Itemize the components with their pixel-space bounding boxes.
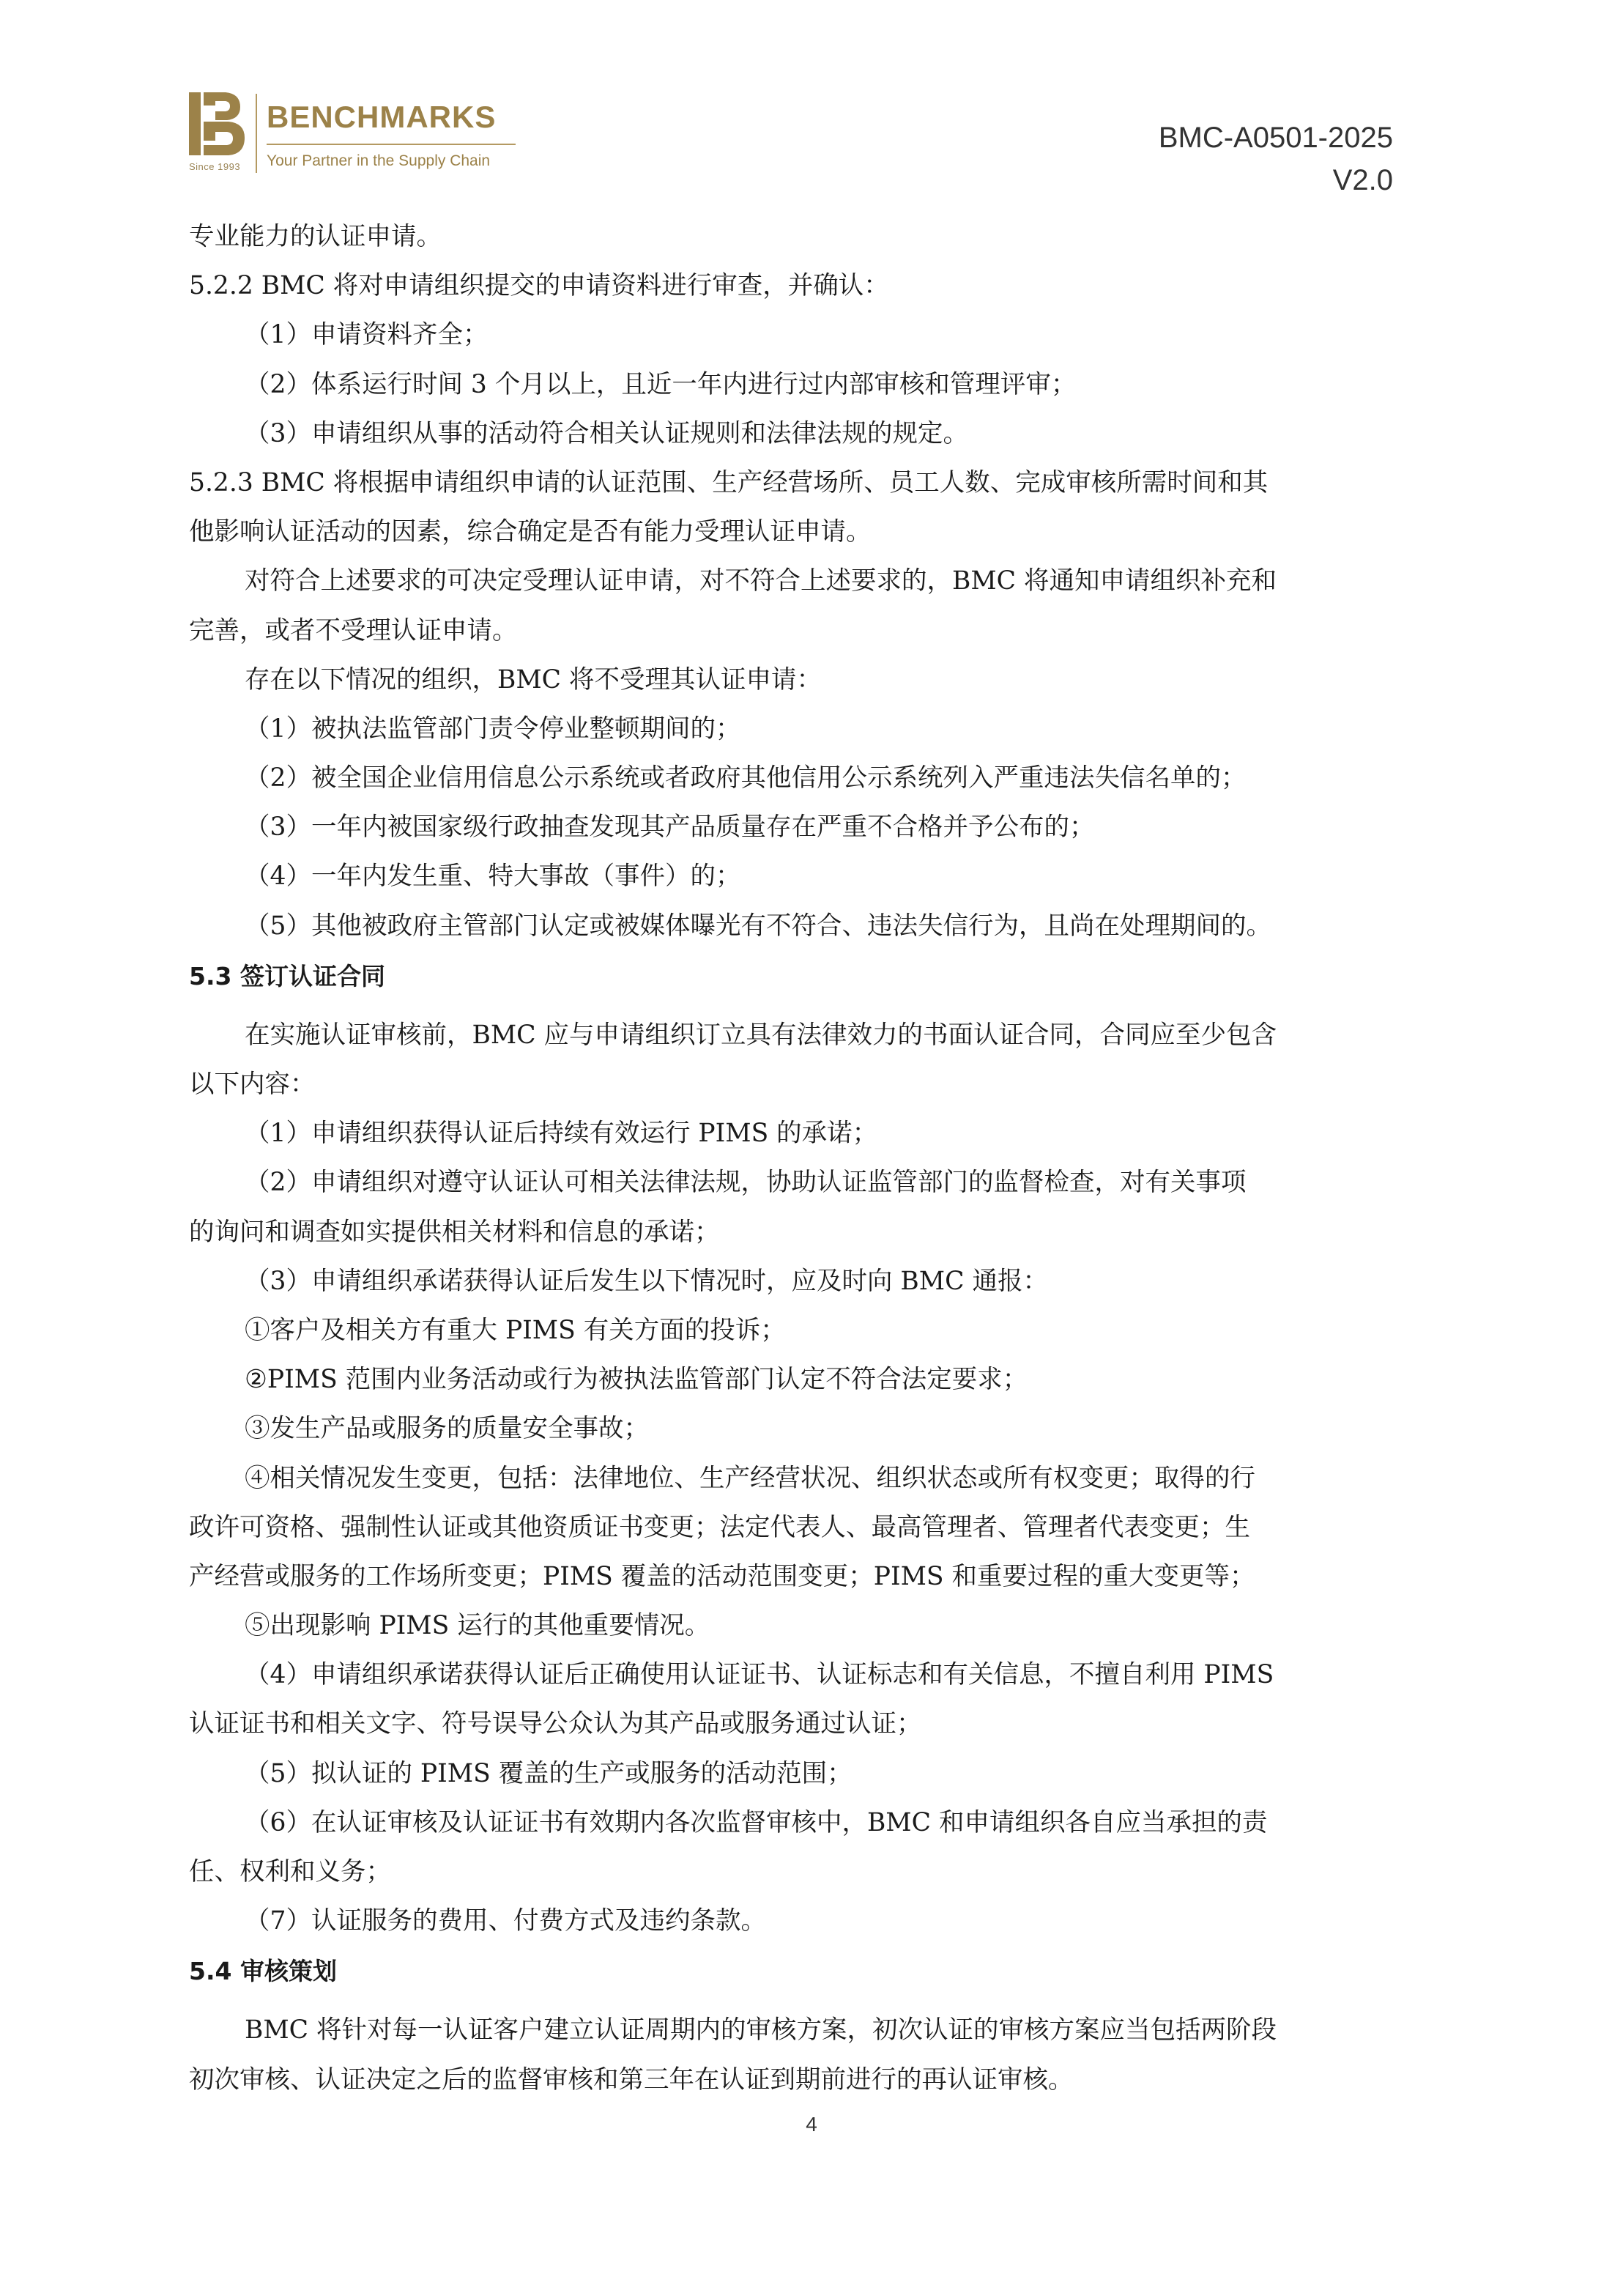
text-line: 他影响认证活动的因素，综合确定是否有能力受理认证申请。: [189, 517, 872, 547]
clause-5-2-3: 5.2.3 BMC 将根据申请组织申请的认证范围、生产经营场所、员工人数、完成审核所需时间和其: [189, 467, 1269, 497]
text-line: 任、权利和义务；: [189, 1857, 391, 1886]
benchmarks-logo: [187, 92, 524, 179]
text-line: 产经营或服务的工作场所变更；PIMS 覆盖的活动范围变更；PIMS 和重要过程的重大变更等；: [189, 1561, 1255, 1591]
brand-tagline: Your Partner in the Supply Chain: [267, 152, 491, 169]
list-item: ①客户及相关方有重大 PIMS 有关方面的投诉；: [245, 1315, 786, 1345]
list-item: ⑤出现影响 PIMS 运行的其他重要情况。: [245, 1611, 710, 1641]
text-line: 的询问和调查如实提供相关材料和信息的承诺；: [189, 1217, 720, 1247]
list-item: ④相关情况发生变更，包括：法律地位、生产经营状况、组织状态或所有权变更；取得的行: [245, 1463, 1255, 1493]
text-line: 以下内容：: [189, 1070, 316, 1099]
since-text: Since 1993: [189, 161, 241, 172]
list-item: （5）其他被政府主管部门认定或被媒体曝光有不符合、违法失信行为，且尚在处理期间的。: [245, 911, 1271, 941]
brand-name: BENCHMARKS: [267, 100, 497, 134]
text-line: 存在以下情况的组织，BMC 将不受理其认证申请：: [245, 664, 822, 695]
list-item: （4）一年内发生重、特大事故（事件）的；: [245, 862, 741, 892]
list-item: ②PIMS 范围内业务活动或行为被执法监管部门认定不符合法定要求；: [245, 1365, 1028, 1395]
list-item: （2）体系运行时间 3 个月以上，且近一年内进行过内部审核和管理评审；: [245, 369, 1077, 399]
section-heading-5-4: 5.4 审核策划: [189, 1957, 337, 1986]
text-line: 完善，或者不受理认证申请。: [189, 615, 518, 645]
logo-divider: [256, 94, 257, 173]
document-body: [189, 212, 1390, 2105]
page-header: [0, 0, 1623, 212]
section-heading-5-3: 5.3 签订认证合同: [189, 961, 385, 990]
list-item: （4）申请组织承诺获得认证后正确使用认证证书、认证标志和有关信息，不擅自利用 PIMS: [245, 1660, 1274, 1690]
list-item: （2）申请组织对遵守认证认可相关法律法规，协助认证监管部门的监督检查，对有关事项: [245, 1168, 1247, 1198]
text-line: 认证证书和相关文字、符号误导公众认为其产品或服务通过认证；: [189, 1709, 922, 1739]
text-line: 政许可资格、强制性认证或其他资质证书变更；法定代表人、最高管理者、管理者代表变更；生: [189, 1512, 1250, 1542]
list-item: （3）申请组织从事的活动符合相关认证规则和法律法规的规定。: [245, 418, 968, 448]
page-number: 4: [806, 2113, 817, 2136]
list-item: （1）申请组织获得认证后持续有效运行 PIMS 的承诺；: [245, 1119, 878, 1149]
list-item: （1）被执法监管部门责令停业整顿期间的；: [245, 714, 741, 744]
text-line: BMC 将针对每一认证客户建立认证周期内的审核方案，初次认证的审核方案应当包括两阶段: [245, 2015, 1277, 2045]
list-item: ③发生产品或服务的质量安全事故；: [245, 1414, 649, 1444]
benchmarks-b-logo-icon: [187, 92, 246, 155]
list-item: （7）认证服务的费用、付费方式及违约条款。: [245, 1906, 766, 1936]
list-item: （2）被全国企业信用信息公示系统或者政府其他信用公示系统列入严重违法失信名单的；: [245, 763, 1247, 793]
document-version: V2.0: [1332, 164, 1393, 196]
text-line: 专业能力的认证申请。: [189, 222, 442, 251]
list-item: （6）在认证审核及认证证书有效期内各次监督审核中，BMC 和申请组织各自应当承担的责: [245, 1807, 1268, 1837]
text-line: 对符合上述要求的可决定受理认证申请，对不符合上述要求的，BMC 将通知申请组织补充和: [245, 566, 1277, 596]
brand-rule: [267, 144, 516, 145]
text-line: 初次审核、认证决定之后的监督审核和第三年在认证到期前进行的再认证审核。: [189, 2064, 1074, 2095]
list-item: （1）申请资料齐全；: [245, 320, 489, 350]
text-line: 在实施认证审核前，BMC 应与申请组织订立具有法律效力的书面认证合同，合同应至少包含: [245, 1020, 1277, 1050]
list-item: （3）申请组织承诺获得认证后发生以下情况时，应及时向 BMC 通报：: [245, 1266, 1048, 1296]
list-item: （5）拟认证的 PIMS 覆盖的生产或服务的活动范围；: [245, 1758, 853, 1788]
clause-5-2-2: 5.2.2 BMC 将对申请组织提交的申请资料进行审查，并确认：: [189, 271, 889, 301]
document-code: BMC-A0501-2025: [1158, 122, 1393, 154]
list-item: （3）一年内被国家级行政抽查发现其产品质量存在严重不合格并予公布的；: [245, 812, 1095, 843]
